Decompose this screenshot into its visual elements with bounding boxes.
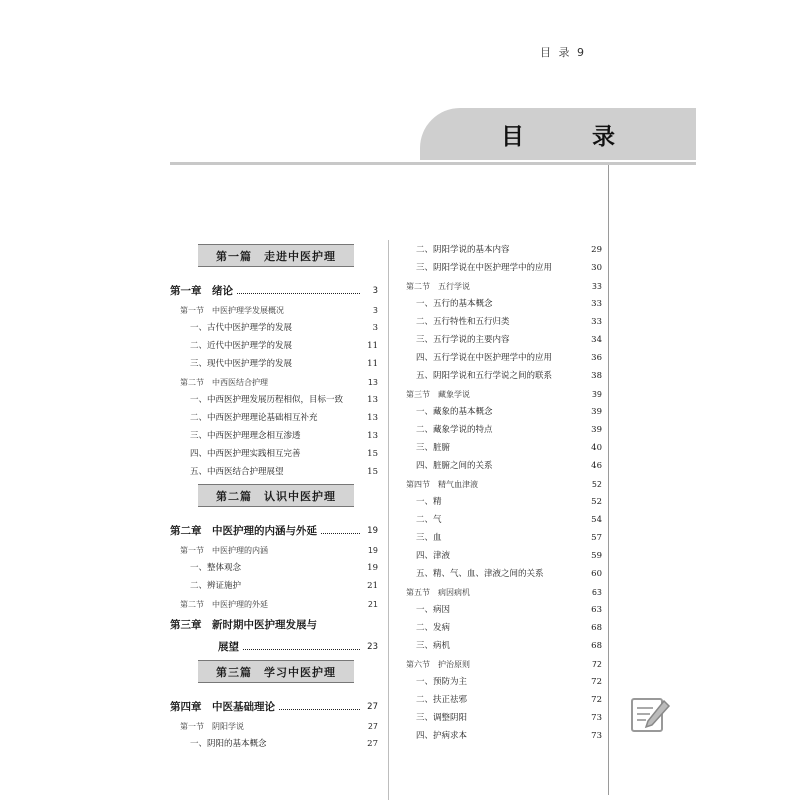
toc-item[interactable] [404,544,602,562]
toc-item[interactable] [170,424,378,442]
toc-page-number: 60 [591,569,602,579]
toc-entry-label: 一、阴阳的基本概念 [190,739,267,749]
toc-entry-label: 二、阴阳学说的基本内容 [416,245,510,255]
toc-page-number: 39 [591,407,602,417]
toc-page-number: 27 [367,739,378,749]
toc-entry-label: 第一节 阴阳学说 [180,722,244,731]
toc-page-number: 27 [367,722,378,731]
toc-page-number: 63 [591,605,602,615]
toc-entry-label: 四、护病求本 [416,731,468,741]
toc-page-number: 11 [367,341,378,351]
toc-entry-label: 三、阴阳学说在中医护理学中的应用 [416,263,553,273]
toc-item[interactable] [404,256,602,274]
toc-page-number: 13 [367,413,378,423]
toc-item[interactable] [404,634,602,652]
toc-item[interactable] [170,460,378,478]
toc-entry-label: 四、津液 [416,551,451,561]
toc-entry-label: 第六节 护治原则 [406,660,470,669]
toc-entry-label: 二、中西医护理理论基础相互补充 [190,413,318,423]
toc-page-number: 54 [591,515,602,525]
toc-item[interactable] [404,454,602,472]
toc-entry-label: 三、调整阴阳 [416,713,468,723]
toc-entry-label: 展望 [218,641,239,653]
toc-page-number: 21 [367,581,378,591]
toc-section[interactable] [170,714,378,732]
toc-page-number: 11 [367,359,378,369]
toc-entry-label: 第二节 中医护理的外延 [180,600,268,609]
toc-section[interactable] [170,298,378,316]
toc-leader [321,533,360,534]
toc-chapter[interactable] [170,276,378,298]
part-heading: 第三篇 学习中医护理 [198,660,354,683]
toc-entry-label: 二、藏象学说的特点 [416,425,493,435]
toc-page-number: 3 [372,323,378,333]
toc-page-number: 13 [367,431,378,441]
toc-entry-label: 一、五行的基本概念 [416,299,493,309]
toc-item[interactable] [404,328,602,346]
toc-page-number: 39 [591,425,602,435]
toc-item[interactable] [170,388,378,406]
toc-item[interactable] [404,490,602,508]
toc-entry-label: 一、整体观念 [190,563,242,573]
toc-entry-label: 第一节 中医护理学发展概况 [180,306,284,315]
toc-page-number: 30 [591,263,602,273]
toc-item[interactable] [404,688,602,706]
toc-item[interactable] [404,364,602,382]
part-heading: 第二篇 认识中医护理 [198,484,354,507]
toc-page-number: 15 [367,467,378,477]
toc-page-number: 68 [591,623,602,633]
toc-entry-label: 第四节 精气血津液 [406,480,478,489]
toc-page-number: 59 [591,551,602,561]
toc-section[interactable] [404,652,602,670]
toc-entry-label: 四、五行学说在中医护理学中的应用 [416,353,553,363]
toc-item[interactable] [404,400,602,418]
toc-entry-label: 三、脏腑 [416,443,451,453]
toc-item[interactable] [404,508,602,526]
toc-item[interactable] [170,556,378,574]
toc-item[interactable] [404,418,602,436]
toc-page-number: 57 [591,533,602,543]
toc-item[interactable] [404,724,602,742]
toc-entry-label: 第五节 病因病机 [406,588,470,597]
toc-page-number: 38 [591,371,602,381]
toc-section[interactable] [404,580,602,598]
toc-entry-label: 第一章 绪论 [170,285,233,297]
toc-page-number: 73 [591,713,602,723]
toc-page-number: 23 [367,642,378,652]
toc-page-number: 72 [591,695,602,705]
toc-section[interactable] [170,370,378,388]
toc-entry-label: 三、血 [416,533,442,543]
toc-entry-label: 三、病机 [416,641,451,651]
toc-page-number: 33 [591,299,602,309]
toc-entry-label: 一、病因 [416,605,451,615]
toc-entry-label: 一、中西医护理发展历程相似，目标一致 [190,395,344,405]
toc-right-column [404,238,602,742]
toc-page-number: 27 [367,702,378,712]
toc-chapter[interactable] [170,516,378,538]
toc-item[interactable] [404,346,602,364]
toc-item[interactable] [404,598,602,616]
toc-chapter[interactable] [170,692,378,714]
toc-leader [243,649,360,650]
running-head: 目 录 9 [540,46,586,59]
toc-chapter[interactable] [170,610,378,632]
toc-page-number: 36 [591,353,602,363]
part-heading: 第一篇 走进中医护理 [198,244,354,267]
toc-entry-label: 二、五行特性和五行归类 [416,317,510,327]
toc-entry-label: 第四章 中医基础理论 [170,701,275,713]
toc-page-number: 52 [591,497,602,507]
toc-entry-label: 二、扶正祛邪 [416,695,468,705]
edit-icon [626,691,672,737]
toc-chapter-cont[interactable] [170,632,378,654]
toc-entry-label: 第一节 中医护理的内涵 [180,546,268,555]
toc-item[interactable] [170,334,378,352]
title-rule [170,162,696,165]
toc-leader [237,293,360,294]
toc-item[interactable] [404,310,602,328]
toc-page-number: 33 [591,282,602,291]
toc-page-number: 52 [591,480,602,489]
toc-title-tab [420,108,696,160]
toc-item[interactable] [404,706,602,724]
toc-page-number: 40 [591,443,602,453]
toc-entry-label: 五、阴阳学说和五行学说之间的联系 [416,371,553,381]
toc-page-number: 39 [591,390,602,399]
toc-entry-label: 四、中西医护理实践相互完善 [190,449,301,459]
toc-entry-label: 第三章 新时期中医护理发展与 [170,619,317,631]
toc-item[interactable] [404,616,602,634]
toc-leader [279,709,360,710]
toc-page-number: 3 [372,286,378,296]
toc-page-number: 19 [367,526,378,536]
toc-item[interactable] [170,316,378,334]
toc-page-number: 13 [367,378,378,387]
toc-entry-label: 四、脏腑之间的关系 [416,461,493,471]
toc-page-number: 29 [591,245,602,255]
toc-page-number: 33 [591,317,602,327]
toc-item[interactable] [170,352,378,370]
toc-page-number: 72 [591,677,602,687]
toc-item[interactable] [170,574,378,592]
toc-entry-label: 一、古代中医护理学的发展 [190,323,293,333]
toc-entry-label: 第二节 中西医结合护理 [180,378,268,387]
toc-entry-label: 一、预防为主 [416,677,468,687]
margin-line [608,165,609,795]
toc-item[interactable] [170,732,378,750]
toc-entry-label: 三、中西医护理理念相互渗透 [190,431,301,441]
toc-entry-label: 一、精 [416,497,442,507]
toc-page-number: 19 [367,563,378,573]
toc-page-number: 46 [591,461,602,471]
toc-entry-label: 五、精、气、血、津液之间的关系 [416,569,544,579]
toc-item[interactable] [404,670,602,688]
toc-page-number: 72 [591,660,602,669]
toc-section[interactable] [170,592,378,610]
toc-item[interactable] [404,292,602,310]
toc-page-number: 3 [372,306,378,315]
toc-entry-label: 二、近代中医护理学的发展 [190,341,293,351]
toc-item[interactable] [404,238,602,256]
toc-section[interactable] [404,382,602,400]
toc-page-number: 21 [367,600,378,609]
toc-entry-label: 第二章 中医护理的内涵与外延 [170,525,317,537]
toc-entry-label: 二、发病 [416,623,451,633]
toc-entry-label: 一、藏象的基本概念 [416,407,493,417]
toc-entry-label: 第三节 藏象学说 [406,390,470,399]
page-title: 目 录 [500,123,645,150]
toc-page-number: 19 [367,546,378,555]
toc-page-number: 15 [367,449,378,459]
toc-item[interactable] [404,526,602,544]
toc-item[interactable] [170,442,378,460]
toc-page-number: 63 [591,588,602,597]
toc-page-number: 68 [591,641,602,651]
toc-left-column [170,238,378,750]
toc-page-number: 13 [367,395,378,405]
toc-section[interactable] [170,538,378,556]
toc-item[interactable] [170,406,378,424]
column-divider [388,240,389,800]
toc-entry-label: 五、中西医结合护理展望 [190,467,284,477]
toc-item[interactable] [404,562,602,580]
toc-entry-label: 第二节 五行学说 [406,282,470,291]
toc-page-number: 34 [591,335,602,345]
toc-entry-label: 三、五行学说的主要内容 [416,335,510,345]
toc-item[interactable] [404,436,602,454]
toc-page-number: 73 [591,731,602,741]
toc-entry-label: 三、现代中医护理学的发展 [190,359,293,369]
toc-entry-label: 二、辨证施护 [190,581,242,591]
toc-entry-label: 二、气 [416,515,442,525]
toc-section[interactable] [404,472,602,490]
toc-section[interactable] [404,274,602,292]
